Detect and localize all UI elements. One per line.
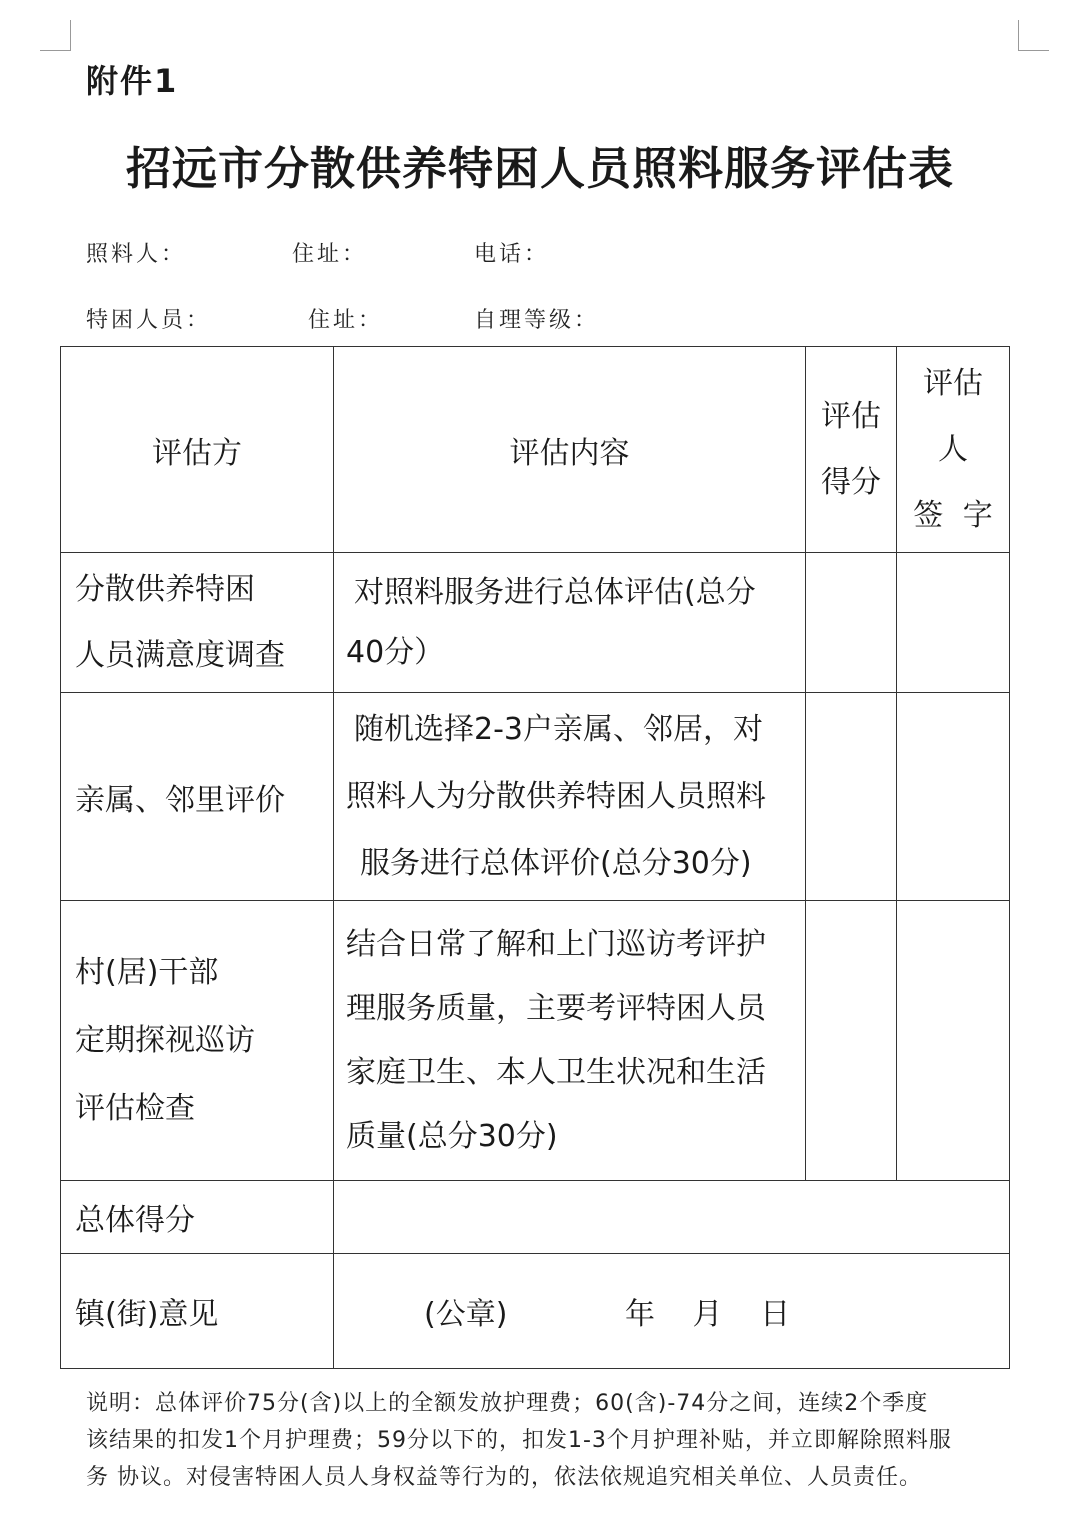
content-line: 40分）	[346, 634, 445, 670]
note-line: 务 协议。对侵害特困人员人身权益等行为的，依法依规追究相关单位、人员责任。	[86, 1465, 922, 1490]
evaluator-line: 定期探视巡访	[75, 1022, 255, 1058]
date-month: 月	[692, 1297, 723, 1332]
corner-mark-top-left	[40, 20, 71, 51]
opinion-cell[interactable]	[334, 1254, 1010, 1369]
page-title: 招远市分散供养特困人员照料服务评估表	[125, 142, 954, 195]
header-signer-line1: 评估	[923, 365, 983, 401]
evaluation-table	[60, 346, 1010, 1369]
total-score-cell[interactable]	[334, 1181, 1010, 1254]
header-content: 评估内容	[334, 347, 806, 553]
content-line: 对照料服务进行总体评估(总分	[354, 574, 756, 610]
evaluator-line: 村(居)干部	[75, 954, 219, 990]
evaluator-cell	[61, 693, 334, 901]
score-cell[interactable]	[806, 553, 897, 693]
explanation-note	[86, 1385, 1016, 1496]
attachment-label: 附件1	[86, 62, 179, 100]
evaluator-line: 分散供养特困	[75, 571, 255, 607]
content-line: 随机选择2-3户亲属、邻居，对	[354, 712, 763, 747]
evaluator-line: 评估检查	[75, 1090, 195, 1126]
content-cell	[334, 901, 806, 1181]
header-signer-line2: 人	[938, 431, 968, 467]
signer-cell[interactable]	[897, 901, 1010, 1181]
self-care-level-field: 自理等级：	[474, 308, 600, 333]
signer-cell[interactable]	[897, 693, 1010, 901]
header-signer-line3: 签 字	[913, 497, 993, 533]
seal-text: (公章)	[424, 1297, 508, 1332]
content-line: 服务进行总体评价(总分30分)	[360, 846, 752, 881]
person-address-field: 住址：	[308, 308, 384, 333]
evaluator-line: 亲属、邻里评价	[75, 782, 285, 818]
evaluator-cell	[61, 553, 334, 693]
table-row	[61, 901, 1010, 1181]
date-day: 日	[760, 1297, 791, 1332]
note-line: 说明：总体评价75分(含)以上的全额发放护理费；60(含)-74分之间，连续2个季度	[86, 1391, 929, 1416]
date-year: 年	[624, 1297, 655, 1332]
content-line: 照料人为分散供养特困人员照料	[346, 779, 766, 814]
content-line: 质量(总分30分)	[346, 1118, 558, 1154]
opinion-row	[61, 1254, 1010, 1369]
opinion-label: 镇(街)意见	[61, 1254, 334, 1369]
phone-field: 电话：	[474, 242, 550, 267]
score-cell[interactable]	[806, 693, 897, 901]
person-field: 特困人员：	[86, 308, 212, 333]
content-cell	[334, 693, 806, 901]
header-row	[61, 347, 1010, 553]
content-line: 结合日常了解和上门巡访考评护	[346, 926, 766, 962]
header-signer	[897, 347, 1010, 553]
score-cell[interactable]	[806, 901, 897, 1181]
evaluator-line: 人员满意度调查	[75, 637, 285, 673]
caregiver-field: 照料人：	[86, 242, 187, 267]
header-evaluator: 评估方	[61, 347, 334, 553]
evaluator-cell	[61, 901, 334, 1181]
caregiver-address-field: 住址：	[292, 242, 368, 267]
note-line: 该结果的扣发1个月护理费；59分以下的，扣发1-3个月护理补贴，并立即解除照料服	[86, 1428, 952, 1453]
table-row	[61, 693, 1010, 901]
content-cell	[334, 553, 806, 693]
signer-cell[interactable]	[897, 553, 1010, 693]
table-row	[61, 553, 1010, 693]
corner-mark-top-right	[1018, 20, 1049, 51]
header-score-line1: 评估	[821, 398, 881, 434]
header-score	[806, 347, 897, 553]
content-line: 理服务质量，主要考评特困人员	[346, 990, 766, 1026]
total-row	[61, 1181, 1010, 1254]
total-label: 总体得分	[61, 1181, 334, 1254]
header-score-line2: 得分	[821, 464, 881, 500]
content-line: 家庭卫生、本人卫生状况和生活	[346, 1054, 766, 1090]
